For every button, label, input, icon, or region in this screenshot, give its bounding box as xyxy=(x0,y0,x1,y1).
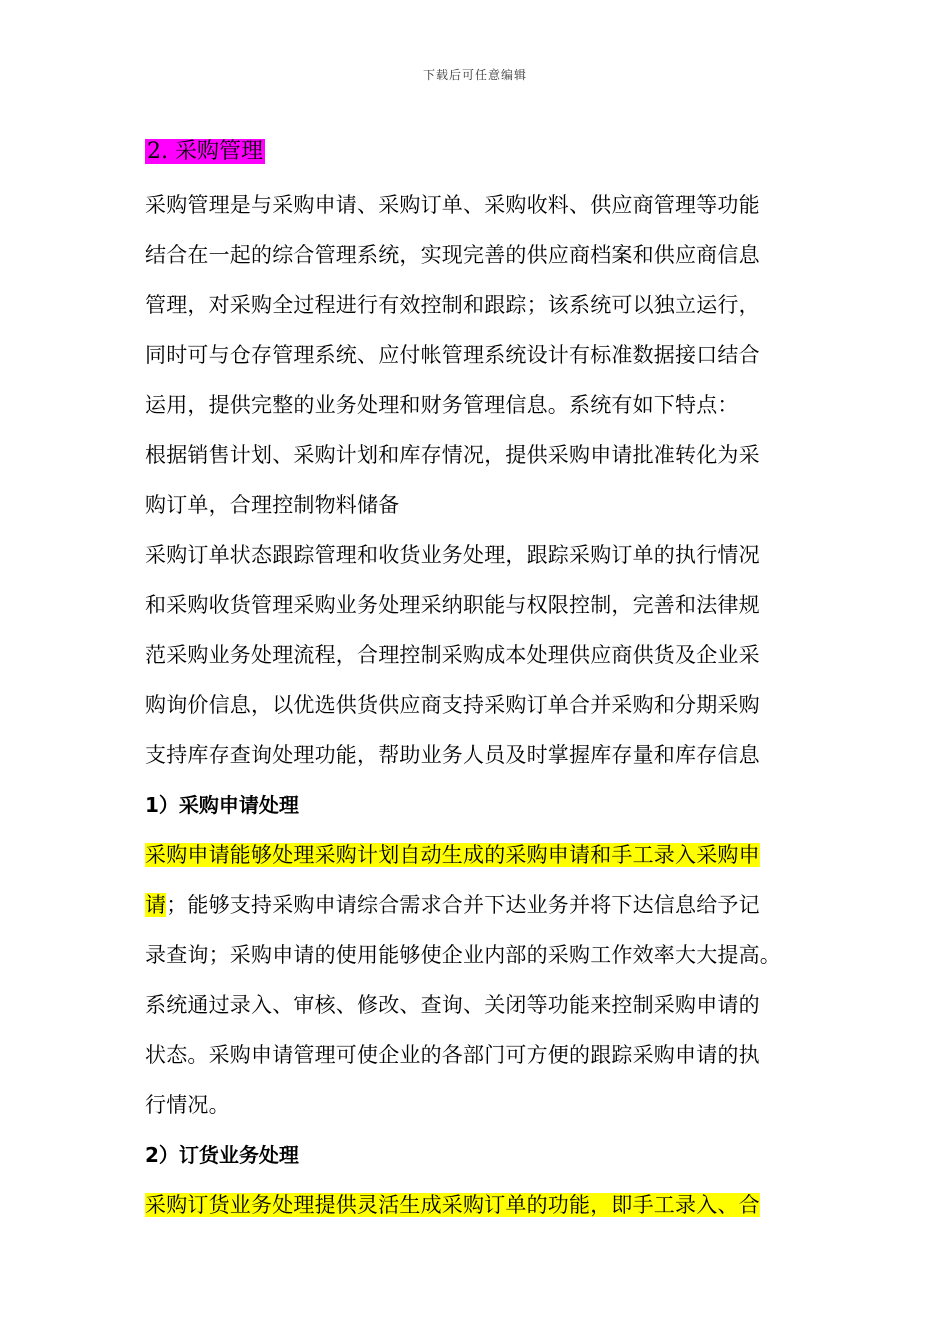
highlighted-text: 请 xyxy=(145,893,167,917)
text-line: 系统通过录入、审核、修改、查询、关闭等功能来控制采购申请的 xyxy=(145,993,760,1017)
subsection-title-2: 2）订货业务处理 xyxy=(145,1143,299,1167)
text-line: 和采购收货管理采购业务处理采纳职能与权限控制，完善和法律规 xyxy=(145,593,760,617)
subsection-1-paragraph xyxy=(145,830,825,1130)
text-line: 购订单，合理控制物料储备 xyxy=(145,493,400,517)
text-line: 状态。采购申请管理可使企业的各部门可方便的跟踪采购申请的执 xyxy=(145,1043,760,1067)
highlighted-text: 采购申请能够处理采购计划自动生成的采购申请和手工录入采购申 xyxy=(145,843,760,867)
text-line: 同时可与仓存管理系统、应付帐管理系统设计有标准数据接口结合 xyxy=(145,343,760,367)
intro-paragraph xyxy=(145,180,825,430)
text-line: 运用，提供完整的业务处理和财务管理信息。系统有如下特点： xyxy=(145,393,739,417)
plain-text: ；能够支持采购申请综合需求合并下达业务并将下达信息给予记 xyxy=(166,893,760,917)
section-title-text: 2. 采购管理 xyxy=(147,139,263,164)
text-line: 录查询；采购申请的使用能够使企业内部的采购工作效率大大提高。 xyxy=(145,943,781,967)
text-line: 行情况。 xyxy=(145,1093,230,1117)
subsection-2-paragraph xyxy=(145,1180,825,1230)
subsection-title-1: 1）采购申请处理 xyxy=(145,793,299,817)
text-line: 结合在一起的综合管理系统，实现完善的供应商档案和供应商信息 xyxy=(145,243,760,267)
document-body xyxy=(145,130,825,1230)
text-line: 采购管理是与采购申请、采购订单、采购收料、供应商管理等功能 xyxy=(145,193,760,217)
text-line: 支持库存查询处理功能，帮助业务人员及时掌握库存量和库存信息 xyxy=(145,743,760,767)
section-title xyxy=(145,130,825,174)
text-line xyxy=(145,880,825,930)
text-line xyxy=(145,1180,825,1230)
text-line: 管理，对采购全过程进行有效控制和跟踪；该系统可以独立运行， xyxy=(145,293,760,317)
features-paragraph-b xyxy=(145,530,825,780)
highlighted-text: 采购订货业务处理提供灵活生成采购订单的功能，即手工录入、合 xyxy=(145,1193,760,1217)
text-line: 根据销售计划、采购计划和库存情况，提供采购申请批准转化为采 xyxy=(145,443,760,467)
features-paragraph-a xyxy=(145,430,825,530)
header-note: 下载后可任意编辑 xyxy=(422,68,527,82)
text-line: 范采购业务处理流程，合理控制采购成本处理供应商供货及企业采 xyxy=(145,643,760,667)
text-line: 购询价信息，以优选供货供应商支持采购订单合并采购和分期采购 xyxy=(145,693,760,717)
text-line xyxy=(145,830,825,880)
text-line: 采购订单状态跟踪管理和收货业务处理，跟踪采购订单的执行情况 xyxy=(145,543,760,567)
